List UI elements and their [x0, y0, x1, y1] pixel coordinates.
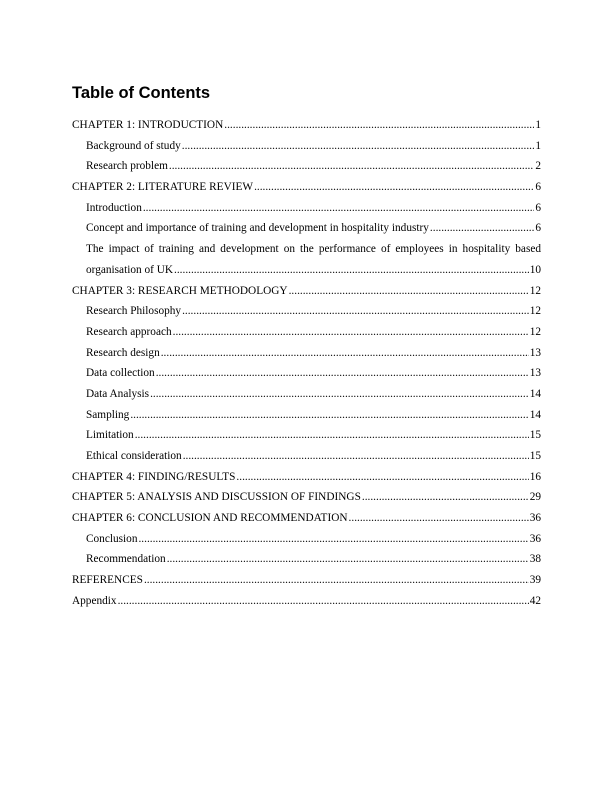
- toc-page-number: 42: [529, 594, 541, 607]
- toc-entry-background-of-study[interactable]: [72, 136, 541, 157]
- toc-entry-label: Limitation: [86, 429, 134, 442]
- dot-leader: [349, 508, 529, 529]
- dot-leader: [150, 384, 529, 405]
- toc-entry-chapter-2[interactable]: [72, 177, 541, 198]
- toc-entry-label: Ethical consideration: [86, 450, 182, 462]
- dot-leader: [118, 591, 529, 612]
- toc-entry-appendix[interactable]: [72, 591, 541, 612]
- toc-page-number: 14: [529, 387, 541, 400]
- dot-leader: [182, 136, 535, 157]
- dot-leader: [161, 343, 529, 364]
- dot-leader: [362, 487, 529, 508]
- toc-page-number: 15: [529, 429, 541, 442]
- dot-leader: [289, 281, 529, 302]
- toc-entry-research-problem[interactable]: [72, 156, 541, 177]
- toc-entry-research-design[interactable]: [72, 343, 541, 364]
- toc-entry-introduction[interactable]: [72, 198, 541, 219]
- toc-entry-conclusion[interactable]: [72, 529, 541, 550]
- toc-entry-limitation[interactable]: [72, 425, 541, 446]
- toc-entry-chapter-6[interactable]: [72, 508, 541, 529]
- dot-leader: [144, 570, 529, 591]
- toc-entry-label: CHAPTER 1: INTRODUCTION: [72, 119, 224, 131]
- toc-entry-label: Data collection: [86, 367, 155, 380]
- toc-entry-label: Background of study: [86, 139, 181, 152]
- toc-entry-label: Sampling: [86, 408, 130, 421]
- toc-entry-label: CHAPTER 5: ANALYSIS AND DISCUSSION OF FINDINGS: [72, 491, 361, 504]
- toc-entry-label: Research Philosophy: [86, 305, 182, 318]
- toc-page-number: 15: [529, 450, 541, 462]
- toc-entry-data-analysis[interactable]: [72, 384, 541, 405]
- toc-entry-label: CHAPTER 3: RESEARCH METHODOLOGY: [72, 284, 288, 297]
- dot-leader: [167, 549, 529, 570]
- toc-entry-research-philosophy[interactable]: [72, 301, 541, 322]
- toc-entry-concept-importance[interactable]: [72, 218, 541, 239]
- dot-leader: [236, 467, 528, 488]
- toc-entry-label: REFERENCES: [72, 574, 143, 587]
- toc-entry-chapter-3[interactable]: [72, 281, 541, 302]
- toc-entry-chapter-1[interactable]: [72, 115, 541, 136]
- dot-leader: [138, 529, 528, 550]
- toc-entry-impact-line-1[interactable]: [72, 239, 541, 260]
- page-title: Table of Contents: [72, 84, 211, 102]
- dot-leader: [224, 115, 534, 136]
- toc-entry-research-approach[interactable]: [72, 322, 541, 343]
- toc-entry-sampling[interactable]: [72, 405, 541, 426]
- toc-entry-recommendation[interactable]: [72, 549, 541, 570]
- toc-entry-label: CHAPTER 2: LITERATURE REVIEW: [72, 181, 254, 194]
- toc-page-number: 36: [529, 532, 541, 545]
- dot-leader: [182, 301, 529, 322]
- toc-page-number: 6: [535, 222, 541, 235]
- toc-page-number: 1: [535, 139, 541, 152]
- toc-page-number: 6: [535, 201, 541, 214]
- toc-page-number: 38: [529, 553, 541, 566]
- toc-entry-label: CHAPTER 4: FINDING/RESULTS: [72, 470, 236, 483]
- toc-entry-chapter-4[interactable]: [72, 467, 541, 488]
- toc-entry-label: Research design: [86, 346, 160, 359]
- toc-entry-data-collection[interactable]: [72, 363, 541, 384]
- toc-page-number: 16: [529, 470, 541, 483]
- dot-leader: [254, 177, 534, 198]
- toc-list: [72, 115, 541, 612]
- dot-leader: [173, 322, 529, 343]
- toc-page-number: 12: [529, 305, 541, 318]
- toc-page-number: 12: [529, 284, 541, 297]
- dot-leader: [169, 156, 534, 177]
- toc-entry-ethical-consideration[interactable]: [72, 446, 541, 467]
- dot-leader: [174, 260, 529, 281]
- toc-page-number: 12: [529, 325, 541, 338]
- toc-page-number: 36: [529, 512, 541, 525]
- toc-entry-label: Concept and importance of training and development in hospitality industry: [86, 222, 429, 235]
- dot-leader: [143, 198, 534, 219]
- toc-page-number: 14: [529, 408, 541, 421]
- dot-leader: [130, 405, 528, 426]
- toc-entry-label: Conclusion: [86, 532, 138, 545]
- toc-page-number: 13: [529, 346, 541, 359]
- toc-page-number: 2: [535, 160, 541, 173]
- toc-entry-label: organisation of UK: [86, 263, 174, 276]
- toc-entry-label: Data Analysis: [86, 387, 150, 400]
- toc-entry-label: Introduction: [86, 201, 142, 214]
- dot-leader: [430, 218, 534, 239]
- dot-leader: [156, 363, 529, 384]
- toc-entry-references[interactable]: [72, 570, 541, 591]
- dot-leader: [183, 446, 529, 467]
- toc-entry-chapter-5[interactable]: [72, 487, 541, 508]
- toc-entry-label: Appendix: [72, 594, 117, 607]
- toc-page-number: 13: [529, 367, 541, 380]
- toc-entry-impact-line-2[interactable]: [72, 260, 541, 281]
- dot-leader: [135, 425, 529, 446]
- toc-page-number: 39: [529, 574, 541, 587]
- toc-page-number: 29: [529, 491, 541, 504]
- toc-entry-label: Research approach: [86, 325, 172, 338]
- toc-entry-label: CHAPTER 6: CONCLUSION AND RECOMMENDATION: [72, 512, 348, 525]
- toc-entry-label: The impact of training and development on the performance of employees in hospitality based: [86, 243, 541, 256]
- toc-page-number: 6: [535, 181, 541, 194]
- toc-entry-label: Research problem: [86, 160, 168, 173]
- toc-page-number: 1: [535, 119, 541, 131]
- toc-page-number: 10: [529, 263, 541, 276]
- toc-entry-label: Recommendation: [86, 553, 166, 566]
